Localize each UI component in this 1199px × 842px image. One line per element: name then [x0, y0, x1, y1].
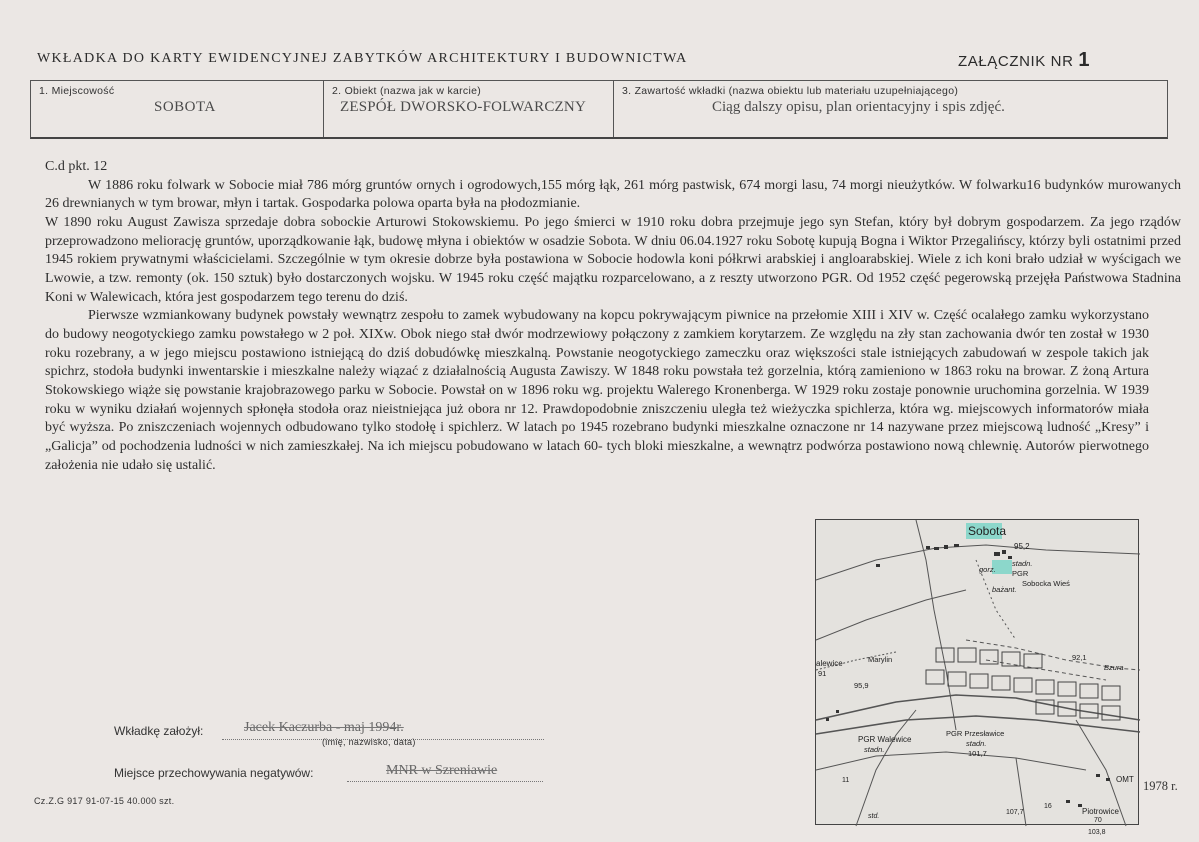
description-text — [45, 158, 1181, 475]
contents-field — [614, 81, 1167, 137]
label-pgr-walewice: PGR Walewice — [858, 735, 912, 744]
map-year: 1978 r. — [1143, 779, 1178, 793]
section-heading: C.d pkt. 12 — [45, 159, 108, 174]
form-print-code: Cz.Z.G 917 91-07-15 40.000 szt. — [34, 796, 175, 806]
label-omt: OMT — [1116, 775, 1134, 784]
label-107-7: 107,7 — [1006, 809, 1024, 816]
label-piotrowice: Piotrowice — [1082, 807, 1119, 816]
attachment-number — [958, 49, 1090, 72]
locality-field — [31, 81, 324, 137]
locality-label: 1. Miejscowość — [39, 85, 115, 97]
label-stadn-2: stadn. — [966, 739, 987, 748]
map-drawing — [816, 520, 1140, 836]
form-title: WKŁADKA DO KARTY EWIDENCYJNEJ ZABYTKÓW ARCHITEKTURY I BUDOWNICTWA — [37, 51, 688, 66]
attachment-label: ZAŁĄCZNIK NR — [958, 53, 1074, 70]
contents-value: Ciąg dalszy opisu, plan orientacyjny i spis zdjęć. — [712, 99, 1005, 115]
label-bazant: bażant. — [992, 585, 1017, 594]
negatives-value: MNR w Szreniawie — [386, 763, 498, 778]
label-95-9: 95,9 — [854, 681, 869, 690]
paragraph-1: W 1886 roku folwark w Sobocie miał 786 mórg gruntów ornych i ogrodowych,155 mórg łąk, 261 mórg pastwisk, 674 morgi lasu, 74 morgi nieużytków. W folwarku16 budynków murowanych 26 drewnianych w tym browar, młyn i tartak. Gospodarka polowa oparta była na płodozmianie. — [45, 177, 1181, 212]
attachment-value: 1 — [1078, 49, 1091, 71]
insert-author-caption: (imię, nazwisko, data) — [322, 737, 416, 747]
contents-label: 3. Zawartość wkładki (nazwa obiektu lub materiału uzupełniającego) — [622, 85, 959, 97]
label-gorz: gorz. — [979, 565, 996, 574]
label-std: std. — [868, 813, 880, 820]
label-stadn-3: stadn. — [864, 745, 885, 754]
paragraph-2: W 1890 roku August Zawisza sprzedaje dobra sobockie Arturowi Stokowskiemu. Po jego śmierci w 1910 roku dobra przejmuje jego syn Stefan, który był dobrym gospodarzem. Za jego rządów przeprowadzono meliorację gruntów, uporządkowanie łąk, budowę młyna i obiektów w osadzie Sobota. W dniu 06.04.1927 roku Sobotę kupują Bogna i Wiktor Przegalińscy, którzy byli ostatnimi przed 1945 rokiem prywatnymi właścicielami. Szczególnie w tym okresie dobrze była postawiona w Sobocie hodowla koni półkrwi arabskiej i angloarabskiej. Wiele z ich koni brało udział w wyścigach we Lwowie, a tzw. remonty (ok. 150 sztuk) było dostarczonych wojsku. W 1945 roku część majątku rozparcelowano, a z reszty utworzono PGR. Od 1952 część pegerowską przejęła Państwowa Stadnina Koni w Walewicach, która jest gospodarzem tego terenu do dziś. — [45, 214, 1181, 305]
label-11: 11 — [842, 777, 850, 784]
label-92-1: 92,1 — [1072, 653, 1087, 662]
label-bzura: Bzura — [1104, 663, 1124, 672]
label-sobocka-wies: Sobocka Wieś — [1022, 579, 1070, 588]
label-103-8: 103,8 — [1088, 829, 1106, 836]
insert-author-row — [114, 724, 203, 738]
negatives-label: Miejsce przechowywania negatywów: — [114, 766, 314, 780]
label-sobota: Sobota — [968, 524, 1007, 538]
label-marylin: Marylin — [868, 655, 893, 664]
insert-author-value: Jacek Kaczurba - maj 1994r. — [244, 720, 404, 735]
label-pgr: PGR — [1012, 569, 1029, 578]
header-fields-table — [30, 80, 1168, 139]
label-16: 16 — [1044, 803, 1052, 810]
label-pgr-przeslawice: PGR Przesławice — [946, 729, 1005, 738]
label-91: 91 — [818, 669, 827, 678]
label-70: 70 — [1094, 817, 1102, 824]
paragraph-3: Pierwsze wzmiankowany budynek powstały wewnątrz zespołu to zamek wybudowany na kopcu pokrywającym piwnice na przełomie XIII i XIV w. Część ocalałego zamku wykorzystano do budowy neogotyckiego zamku powstałego w 2 poł. XIXw. Obok niego stał dwór modrzewiowy połączony z zamkiem korytarzem. Ze względu na zły stan zachowania dwór ten został w 1930 roku rozebrany, a w jego miejscu postawiono istniejącą do dziś dobudówkę mieszkalną. Powstanie neogotyckiego zameczku oraz większości stale istniejących zabudowań w zespole takich jak spichrz, stodoła budynki inwentarskie i mieszkalne należy wiązać z działalnością Augusta Zawiszy. W 1848 roku powstała też gorzelnia, którą zamieniono w 1863 roku na browar. Z żoną Artura Stokowskiego wiąże się powstanie krajobrazowego parku w Sobocie. Powstał on w 1896 roku wg. projektu Walerego Kronenberga. W 1929 roku zostaje ponownie uruchomina gorzelnia. W 1939 roku w wyniku działań wojennych spłonęła stodoła oraz nieistniejąca już obora nr 12. Prawdopodobnie zniszczeniu uległa też wieżyczka spichlerza, która wg. miejscowych informatorów miała być wyższa. Po zniszczeniach wojennych odbudowano tylko stodołę i spichlerz. W latach po 1945 rozebrano budynki mieszkalne oznaczone nr 14 nazywane przez miejscową ludność „Kresy” i „Galicja” od pochodzenia ludności w nich zamieszkałej. Na ich miejscu pobudowano w latach 60- tych bloki mieszkalne, a wewnątrz podwórza postawiono nową chlewnię. Autorów pierwotnego założenia nie udało się ustalić. — [45, 308, 1149, 473]
insert-author-label: Wkładkę założył: — [114, 724, 204, 738]
object-label: 2. Obiekt (nazwa jak w karcie) — [332, 85, 482, 97]
orientation-map — [815, 519, 1139, 836]
object-value: ZESPÓŁ DWORSKO-FOLWARCZNY — [340, 99, 586, 115]
locality-value: SOBOTA — [154, 99, 216, 115]
negatives-row — [114, 766, 313, 780]
object-field — [324, 81, 614, 137]
label-101-7: 101,7 — [968, 749, 987, 758]
label-walewice-top: alewice — [816, 659, 843, 668]
negatives-line — [347, 781, 543, 782]
label-stadn: stadn. — [1012, 559, 1033, 568]
label-95-2: 95,2 — [1014, 542, 1030, 551]
